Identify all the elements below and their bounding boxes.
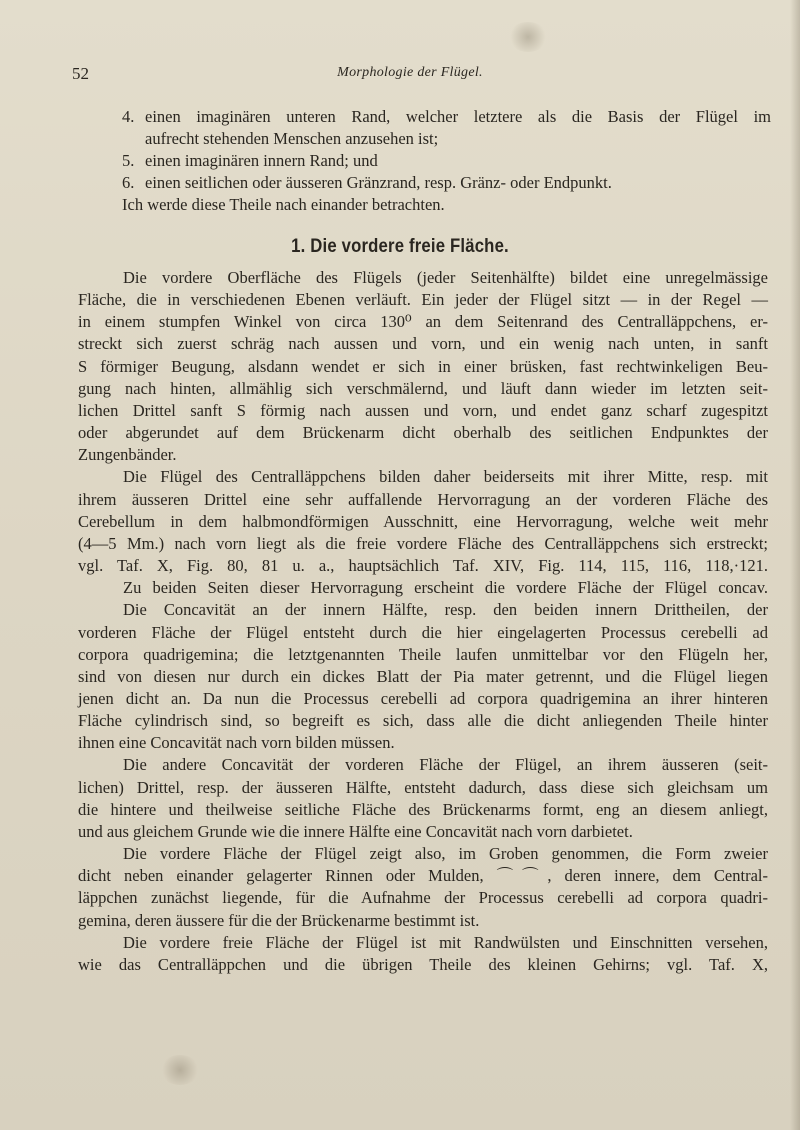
text-line: Die Flügel des Centralläppchens bilden daher beiderseits mit ihrer Mitte, resp. mit xyxy=(123,467,768,487)
text-line: corpora quadrigemina; die letztgenannten Theile laufen unmittelbar vor den Flügeln her, xyxy=(78,644,768,664)
text-line: wie das Centralläppchen und die übrigen Theile des kleinen Gehirns; vgl. Taf. X, xyxy=(78,954,768,974)
text-line: ihrem äusseren Drittel eine sehr auffallende Hervorragung an der vorderen Fläche des xyxy=(78,489,768,509)
paper-stain xyxy=(508,22,548,52)
paper-stain xyxy=(160,1055,200,1085)
text-line: Die vordere Fläche der Flügel zeigt also, im Groben genommen, die Form zweier xyxy=(123,844,768,864)
page-header xyxy=(72,64,748,88)
text-line: streckt sich zuerst schräg nach aussen und vorn, und ein wenig nach unten, in sanft xyxy=(78,334,768,354)
text-line: Cerebellum in dem halbmondförmigen Ausschnitt, eine Hervorragung, welche weit mehr xyxy=(78,511,768,531)
list-item-text: einen imaginären innern Rand; und xyxy=(145,151,378,170)
text-line: sind von diesen nur durch ein dickes Blatt der Pia mater getrennt, und die Flügel liegen xyxy=(78,666,768,686)
list-item-text: einen imaginären unteren Rand, welcher letztere als die Basis der Flügel im xyxy=(145,107,771,126)
text-line: Die vordere Oberfläche des Flügels (jeder Seitenhälfte) bildet eine unregelmässige xyxy=(123,268,768,287)
list-item-text: aufrecht stehenden Menschen anzusehen ist; xyxy=(145,129,439,148)
text-line: Die vordere freie Fläche der Flügel ist mit Randwülsten und Einschnitten versehen, xyxy=(123,932,768,952)
text-line: lichen) Drittel, resp. der äusseren Hälfte, entsteht dadurch, dass diese sich gleichsam um xyxy=(78,777,768,797)
text-line: läppchen zunächst liegende, für die Aufnahme der Processus cerebelli ad corpora quadri- xyxy=(78,888,768,908)
list-item-number: 5. xyxy=(122,151,135,170)
text-line: lichen Drittel sanft S förmig nach aussen und vorn, und endet ganz scharf zugespitzt xyxy=(78,400,768,420)
text-line: die hintere und theilweise seitliche Fläche des Brückenarms formt, eng an diesem anliegt, xyxy=(78,799,768,819)
text-line: (4—5 Mm.) nach vorn liegt als die freie vordere Fläche des Centralläppchens sich erstreckt; xyxy=(78,533,768,553)
text-line: oder abgerundet auf dem Brückenarm dicht oberhalb des seitlichen Endpunktes der xyxy=(78,423,768,443)
text-line: ihnen eine Concavität nach vorn bilden müssen. xyxy=(78,733,395,753)
text-line: Die andere Concavität der vorderen Fläche der Flügel, an ihrem äusseren (seit- xyxy=(123,755,768,775)
text-line: jenen dicht an. Da nun die Processus cerebelli ad corpora quadrigemina an ihrer hinteren xyxy=(78,688,768,708)
text-line: Zungenbänder. xyxy=(78,445,177,465)
page-spine-shadow xyxy=(790,0,800,1130)
text-line: Die Concavität an der innern Hälfte, resp. den beiden innern Drittheilen, der xyxy=(123,600,768,620)
text-line: Fläche cylindrisch sind, so begreift es sich, dass alle die dicht anliegenden Theile hinter xyxy=(78,711,768,731)
page-number: 52 xyxy=(72,64,89,83)
running-title: Morphologie der Flügel. xyxy=(337,65,483,80)
text-line: vorderen Fläche der Flügel entsteht durch die hier eingelagerten Processus cerebelli ad xyxy=(78,622,768,642)
text-line: Fläche, die in verschiedenen Ebenen verläuft. Ein jeder der Flügel sitzt — in der Regel — xyxy=(78,290,768,310)
text-line: vgl. Taf. X, Fig. 80, 81 u. a., hauptsächlich Taf. XIV, Fig. 114, 115, 116, 118,·121. xyxy=(78,556,768,576)
body-text xyxy=(78,267,768,976)
text-line: in einem stumpfen Winkel von circa 130⁰ an dem Seitenrand des Centralläppchens, er- xyxy=(78,312,768,332)
section-heading: 1. Die vordere freie Fläche. xyxy=(291,236,509,257)
list-item-number: 4. xyxy=(122,107,135,126)
intro-line: Ich werde diese Theile nach einander betrachten. xyxy=(122,195,445,214)
list-item-number: 6. xyxy=(122,173,135,192)
text-line: gung nach hinten, allmählig sich verschmälernd, und läuft dann wieder im letzten seit- xyxy=(78,378,768,398)
text-line: dicht neben einander gelagerter Rinnen oder Mulden, ⌒⌒, deren innere, dem Central- xyxy=(78,866,768,886)
list-item-text: einen seitlichen oder äusseren Gränzrand, resp. Gränz- oder Endpunkt. xyxy=(145,173,612,192)
text-line: Zu beiden Seiten dieser Hervorragung erscheint die vordere Fläche der Flügel concav. xyxy=(123,578,768,598)
text-line: gemina, deren äussere für die der Brückenarme bestimmt ist. xyxy=(78,910,480,930)
text-line: S förmiger Beugung, alsdann wendet er sich in einer brüsken, fast rechtwinkeligen Beu- xyxy=(78,356,768,376)
text-line: und aus gleichem Grunde wie die innere Hälfte eine Concavität nach vorn darbietet. xyxy=(78,821,633,841)
